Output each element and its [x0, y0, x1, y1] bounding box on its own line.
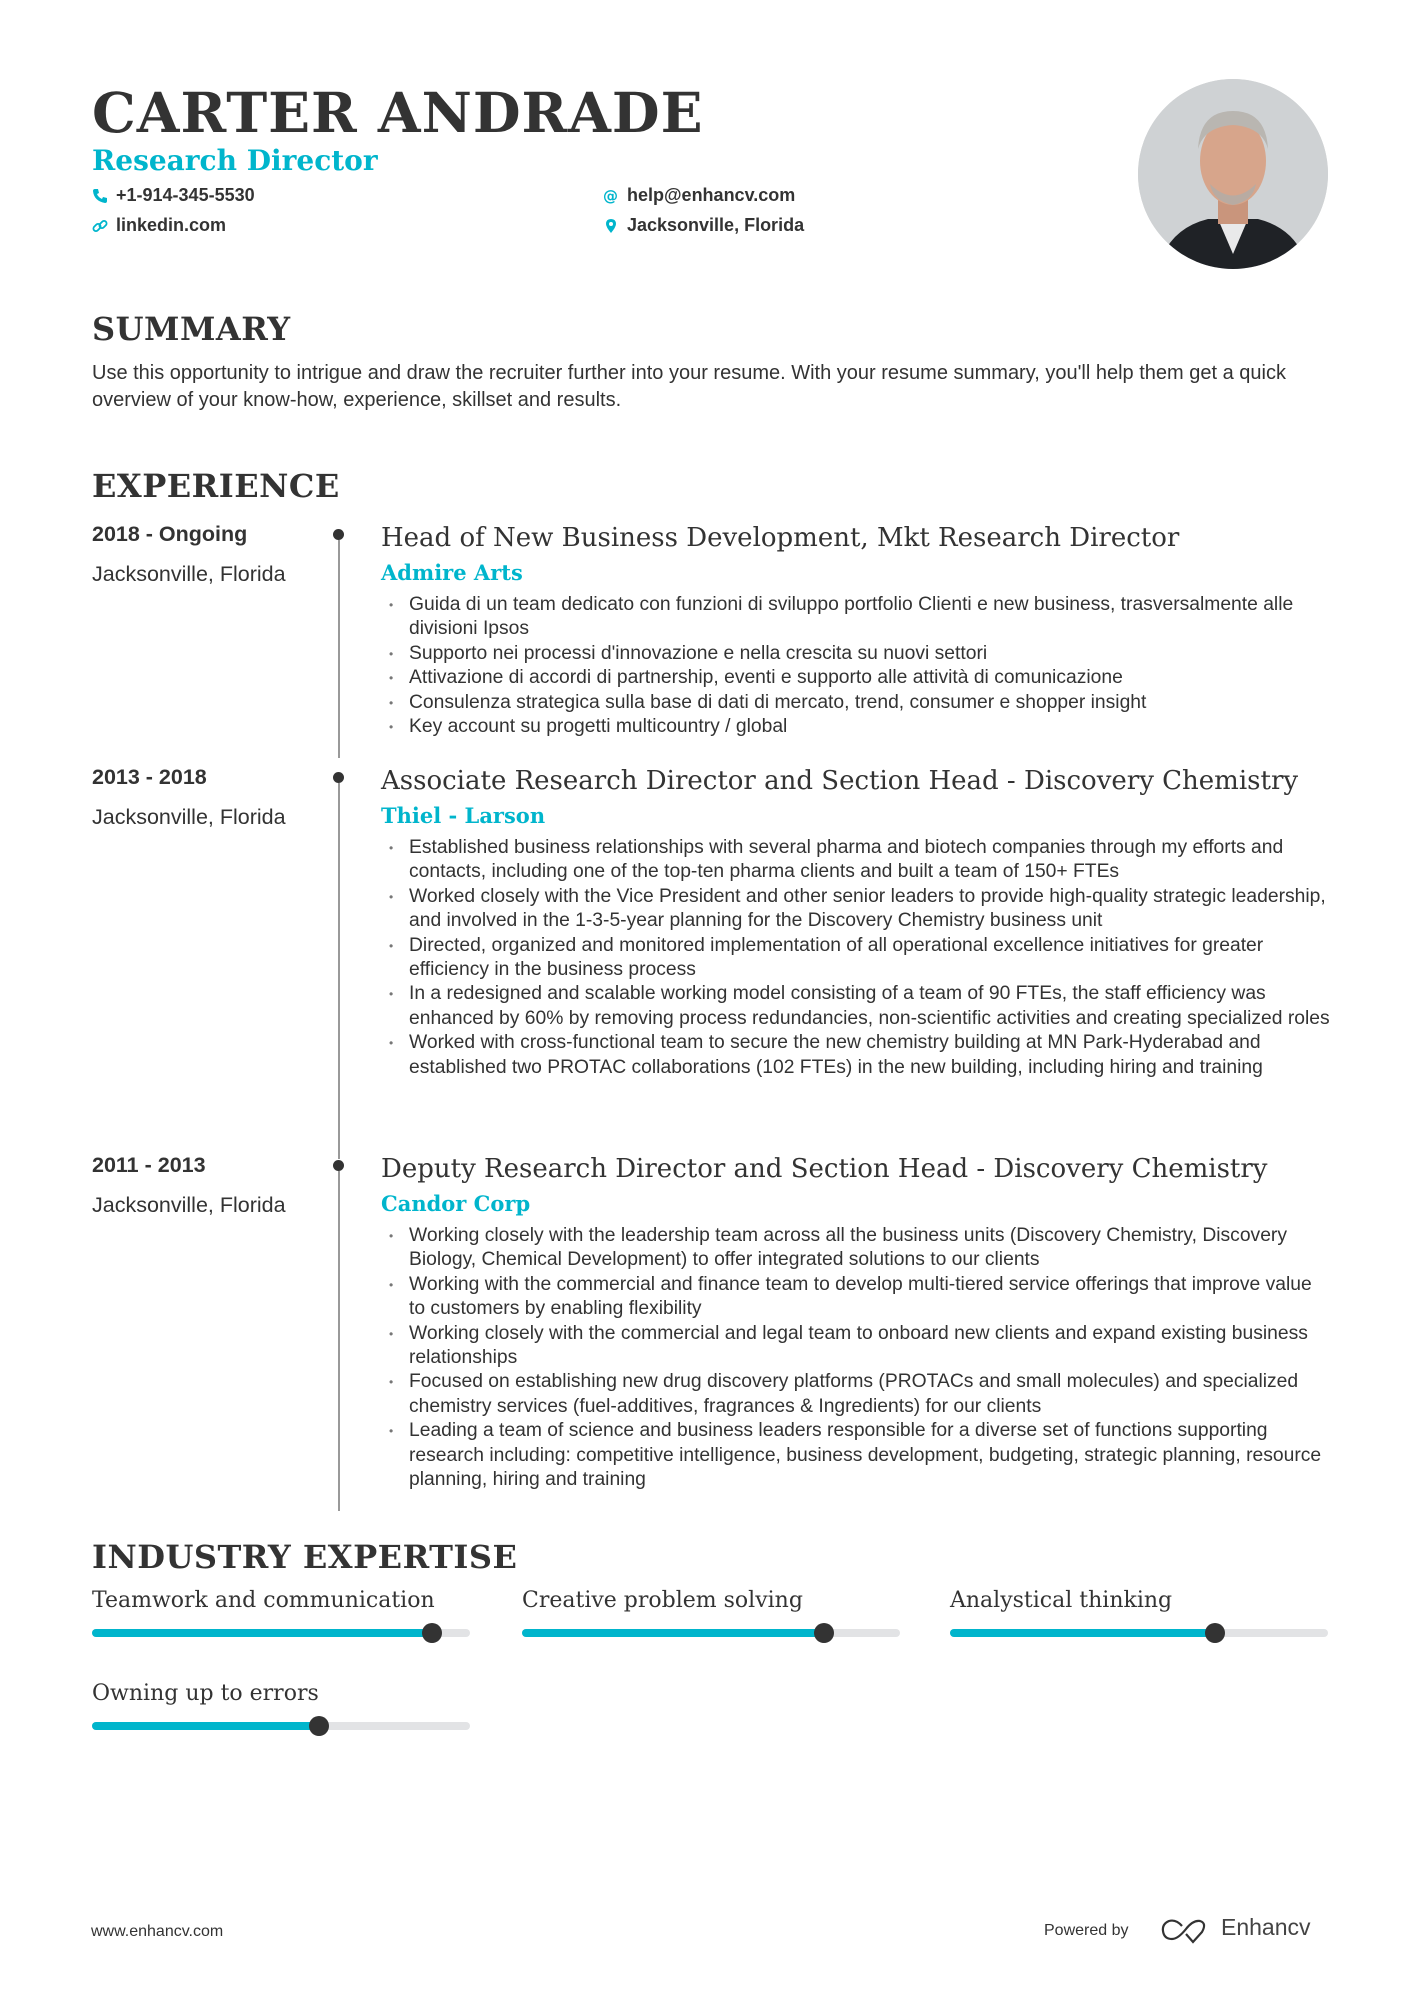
- job-title: Head of New Business Development, Mkt Research Director: [381, 523, 1180, 553]
- summary-text: Use this opportunity to intrigue and draw the recruiter further into your resume. With your resume summary, you'll help them get a quick overview of your know-how, experience, skillset and results.: [92, 362, 1286, 411]
- bullet-item: • Worked with cross-functional team to secure the new chemistry building at MN Park-Hyderabad and established two PROTAC collaborations (102 FTEs) in the new building, including hiring and training: [381, 1031, 1331, 1080]
- bullet-item: • Consulenza strategica sulla base di dati di mercato, trend, consumer e shopper insight: [381, 691, 1331, 715]
- skill-bar-knob: [814, 1623, 834, 1643]
- bullet-item: • Working closely with the leadership team across all the business units (Discovery Chemistry, Discovery Biology, Chemical Development) to offer integrated solutions to our clients: [381, 1224, 1331, 1273]
- bullet-item: • Supporto nei processi d'innovazione e nella crescita su nuovi settori: [381, 642, 1331, 666]
- enhancv-logo-icon: [1160, 1916, 1210, 1946]
- bullet-item: • Established business relationships with several pharma and biotech companies through my efforts and contacts, including one of the top-ten pharma clients and built a team of 150+ FTEs: [381, 836, 1331, 885]
- expertise-heading: INDUSTRY EXPERTISE: [92, 1538, 518, 1576]
- powered-by-label: Powered by: [1044, 1922, 1129, 1939]
- bullet-list: [381, 836, 1331, 1080]
- footer-website[interactable]: www.enhancv.com: [91, 1923, 224, 1940]
- bullet-item: • In a redesigned and scalable working model consisting of a team of 90 FTEs, the staff efficiency was enhanced by 60% by removing process redundancies, non-scientific activities and creating specialized roles: [381, 982, 1331, 1031]
- candidate-name: CARTER ANDRADE: [92, 80, 704, 145]
- job-title: Deputy Research Director and Section Head - Discovery Chemistry: [381, 1154, 1268, 1184]
- skill-bar: [92, 1629, 470, 1637]
- company-name: Admire Arts: [381, 560, 523, 585]
- bullet-list: [381, 1224, 1331, 1492]
- skill-bar: [522, 1629, 900, 1637]
- job-title: Associate Research Director and Section Head - Discovery Chemistry: [381, 766, 1299, 796]
- phone-icon: [92, 188, 108, 204]
- bullet-list: [381, 593, 1331, 739]
- bullet-item: • Working closely with the commercial and legal team to onboard new clients and expand existing business relationships: [381, 1322, 1331, 1371]
- experience-heading: EXPERIENCE: [92, 467, 340, 505]
- summary-heading: SUMMARY: [92, 310, 291, 348]
- skill-bar-knob: [1205, 1623, 1225, 1643]
- bullet-item: • Guida di un team dedicato con funzioni di sviluppo portfolio Clienti e new business, trasversalmente alle divisioni Ipsos: [381, 593, 1331, 642]
- link-contact[interactable]: [92, 215, 226, 236]
- entry-location: Jacksonville, Florida: [92, 1193, 286, 1217]
- at-icon: [603, 188, 619, 204]
- bullet-item: • Leading a team of science and business leaders responsible for a diverse set of functions supporting research including: competitive intelligence, business development, budgeting, strategic planning, resource planning, hiring and training: [381, 1419, 1331, 1492]
- entry-location: Jacksonville, Florida: [92, 805, 286, 829]
- skill-bar-knob: [309, 1716, 329, 1736]
- entry-location: Jacksonville, Florida: [92, 562, 286, 586]
- timeline-dot: [333, 529, 344, 540]
- entry-date: 2013 - 2018: [92, 765, 207, 789]
- phone-contact: [92, 185, 255, 206]
- skill-item: [92, 1588, 470, 1637]
- skill-item: [92, 1681, 470, 1730]
- email-text[interactable]: help@enhancv.com: [627, 185, 796, 205]
- bullet-item: • Focused on establishing new drug discovery platforms (PROTACs and small molecules) and specialized chemistry services (fuel-additives, fragrances & Ingredients) for our clients: [381, 1370, 1331, 1419]
- candidate-role: Research Director: [92, 144, 378, 177]
- skill-bar-fill: [92, 1629, 432, 1637]
- entry-date: 2011 - 2013: [92, 1153, 206, 1177]
- skill-bar-fill: [92, 1722, 319, 1730]
- timeline-line: [338, 783, 340, 1159]
- skill-item: [522, 1588, 900, 1637]
- company-name: Thiel - Larson: [381, 803, 546, 828]
- skill-label: Owning up to errors: [92, 1681, 319, 1706]
- location-text: Jacksonville, Florida: [627, 215, 805, 235]
- email-contact[interactable]: [603, 185, 795, 206]
- link-text[interactable]: linkedin.com: [116, 215, 227, 235]
- skill-label: Creative problem solving: [522, 1588, 803, 1613]
- timeline-line: [338, 540, 340, 758]
- skill-bar: [950, 1629, 1328, 1637]
- location-pin-icon: [603, 218, 619, 234]
- phone-text: +1-914-345-5530: [116, 185, 255, 205]
- bullet-item: • Working with the commercial and finance team to develop multi-tiered service offerings that improve value to customers by enabling flexibility: [381, 1273, 1331, 1322]
- skill-bar-fill: [522, 1629, 824, 1637]
- company-name: Candor Corp: [381, 1191, 531, 1216]
- bullet-item: • Directed, organized and monitored implementation of all operational excellence initiatives for greater efficiency in the business process: [381, 934, 1331, 983]
- location-contact: [603, 215, 804, 236]
- svg-text:@: @: [603, 187, 618, 204]
- entry-date: 2018 - Ongoing: [92, 522, 248, 546]
- timeline-line: [338, 1171, 340, 1511]
- profile-photo: [1138, 79, 1328, 269]
- bullet-item: • Key account su progetti multicountry / global: [381, 715, 1331, 739]
- skill-item: [950, 1588, 1328, 1637]
- skill-bar-fill: [950, 1629, 1215, 1637]
- enhancv-brand: Enhancv: [1221, 1914, 1311, 1940]
- timeline-dot: [333, 1160, 344, 1171]
- skill-bar: [92, 1722, 470, 1730]
- bullet-item: • Worked closely with the Vice President and other senior leaders to provide high-quality strategic leadership, and involved in the 1-3-5-year planning for the Discovery Chemistry business unit: [381, 885, 1331, 934]
- bullet-item: • Attivazione di accordi di partnership, eventi e supporto alle attività di comunicazione: [381, 666, 1331, 690]
- skill-bar-knob: [422, 1623, 442, 1643]
- skill-label: Teamwork and communication: [92, 1588, 435, 1613]
- link-icon: [92, 218, 108, 234]
- skill-label: Analystical thinking: [950, 1588, 1173, 1613]
- timeline-dot: [333, 772, 344, 783]
